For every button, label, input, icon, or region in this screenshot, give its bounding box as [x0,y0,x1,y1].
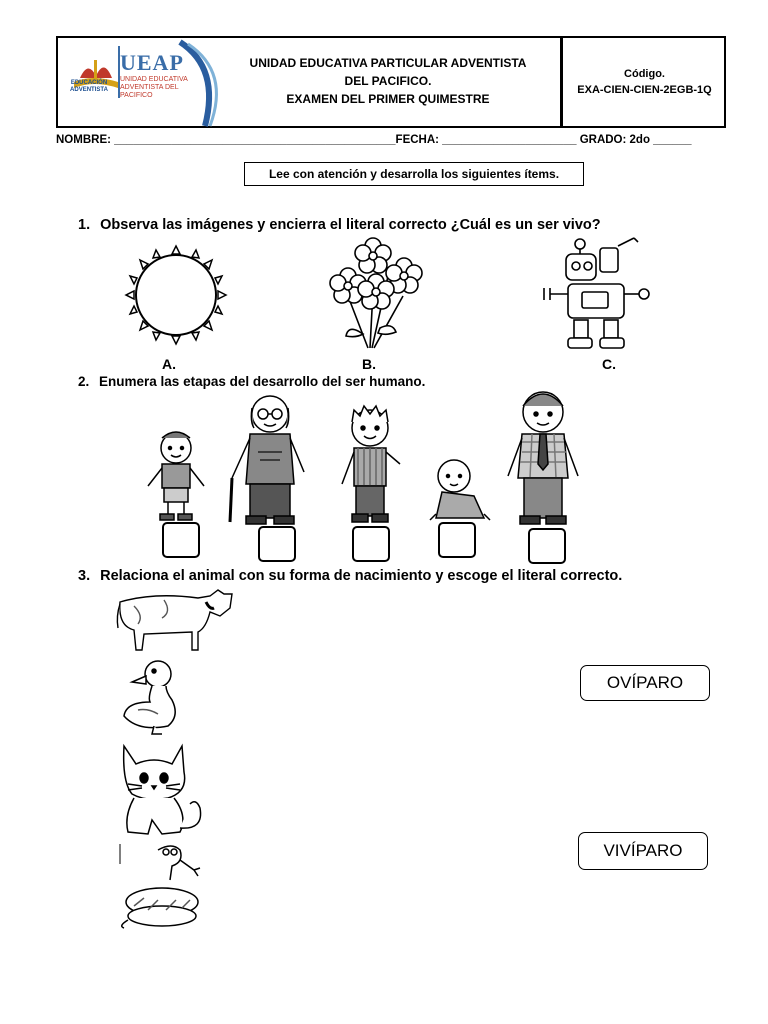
question-1-number: 1. [78,217,91,233]
flowers-icon[interactable] [318,236,428,352]
logo-text-block [120,50,190,100]
question-2-text: Enumera las etapas del desarrollo del ser humano. [99,374,426,389]
student-info-line[interactable]: NOMBRE: ____________________________________________FECHA: _____________________ GRADO: 2do ______ [56,134,692,146]
answer-box-baby[interactable] [438,522,476,558]
snake-icon[interactable] [114,840,206,930]
duck-icon[interactable] [118,656,190,736]
exam-title: EXAMEN DEL PRIMER QUIMESTRE [286,92,490,106]
question-3 [78,568,622,584]
logo-subtitle: UNIDAD EDUCATIVA ADVENTISTA DEL PACIFICO [120,76,188,99]
school-line-1: UNIDAD EDUCATIVA PARTICULAR ADVENTISTA [249,56,527,70]
child-figure [140,428,212,524]
option-a-label[interactable]: A. [162,356,176,372]
logo-badge: EDUCACIÓN ADVENTISTA [70,80,108,93]
question-1 [78,217,601,233]
option-c-label[interactable]: C. [602,356,616,372]
answer-box-elderly[interactable] [258,526,296,562]
school-line-2: DEL PACIFICO. [344,74,432,88]
logo-title: UEAP [120,50,184,75]
answer-box-boy[interactable] [352,526,390,562]
robot-icon[interactable] [538,236,658,352]
instruction-box: Lee con atención y desarrolla los siguientes ítems. [244,162,584,186]
sun-icon[interactable] [118,240,234,350]
school-title [228,54,548,108]
answer-viviparo[interactable]: VIVÍPARO [578,832,708,870]
answer-box-child[interactable] [162,522,200,558]
code-box [560,36,726,128]
answer-oviparo[interactable]: OVÍPARO [580,665,710,701]
answer-box-adult[interactable] [528,528,566,564]
boy-figure [336,404,406,526]
cow-icon[interactable] [114,586,238,658]
baby-figure [428,456,494,524]
code-value: EXA-CIEN-CIEN-2EGB-1Q [577,84,712,96]
adult-man-figure [500,386,586,528]
question-1-text: Observa las imágenes y encierra el literal correcto ¿Cuál es un ser vivo? [100,217,601,233]
question-2-number: 2. [78,374,90,389]
elderly-man-figure [222,392,318,526]
question-3-text: Relaciona el animal con su forma de nacimiento y escoge el literal correcto. [100,568,623,584]
option-b-label[interactable]: B. [362,356,376,372]
question-2 [78,374,425,389]
cat-icon[interactable] [118,742,208,840]
question-3-number: 3. [78,568,91,584]
code-label: Código. [624,68,665,80]
